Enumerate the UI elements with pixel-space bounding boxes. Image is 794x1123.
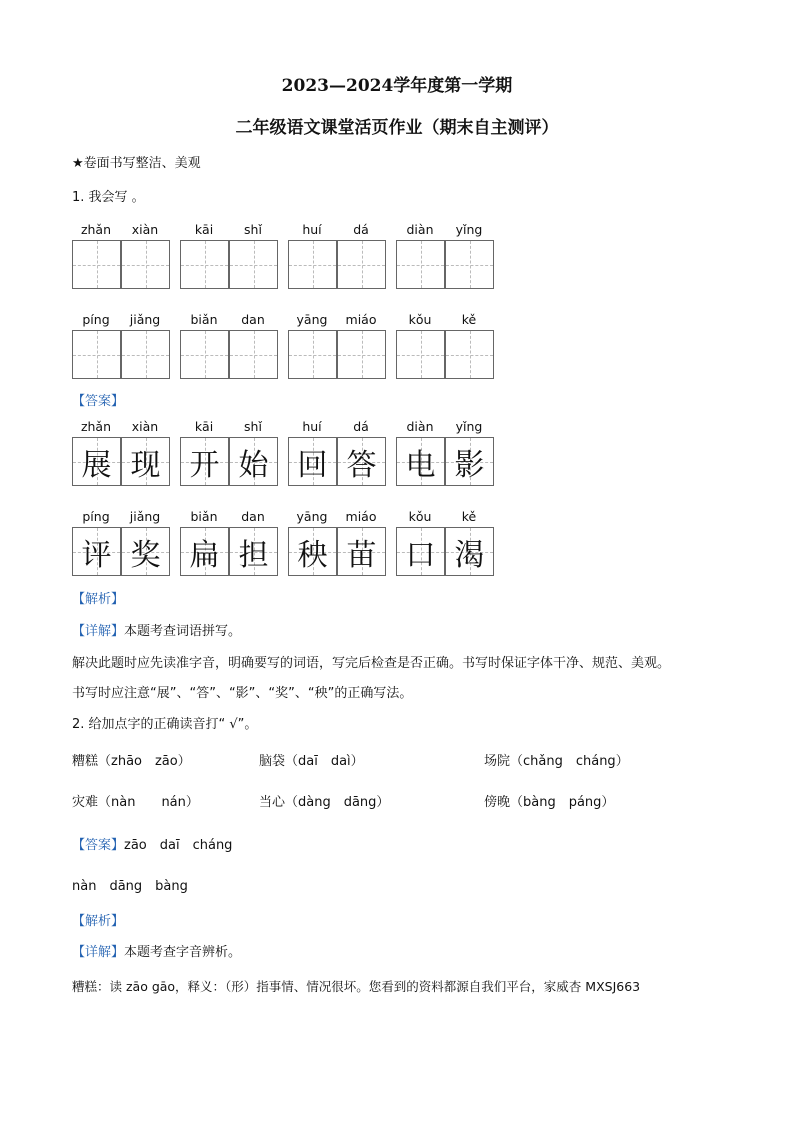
writing-box[interactable] — [229, 330, 278, 379]
q2-answer-line-2: nàn dāng bàng — [72, 879, 188, 894]
detail-1-paragraph-2: 书写时应注意“展”、“答”、“影”、“奖”、“秧”的正确写法。 — [72, 686, 413, 701]
writing-box[interactable] — [121, 330, 170, 379]
writing-box[interactable] — [121, 240, 170, 289]
writing-box[interactable] — [337, 330, 386, 379]
pinyin-label: miáo — [345, 509, 377, 524]
detail-2-paragraph-1: 糟糕：读 zāo gāo，释义：（形）指事情、情况很坏。您看到的资料都源自我们平台，家威杏 MXSJ663 — [72, 979, 641, 994]
analysis-label-1: 【解析】 — [72, 592, 125, 607]
answer-char-box — [72, 527, 121, 576]
answer-char-box — [229, 437, 278, 486]
answer-character: 回 — [297, 447, 328, 483]
answer-char-box — [337, 437, 386, 486]
answer-character: 答 — [346, 447, 377, 483]
pinyin-label: yǐng — [455, 222, 483, 237]
pinyin-label: miáo — [345, 312, 377, 327]
q2-item-2: 脑袋（daī daì） — [259, 754, 364, 769]
answer-char-box — [229, 527, 278, 576]
pinyin-label: biǎn — [190, 312, 218, 327]
q2-item-5: 当心（dàng dāng） — [259, 795, 390, 810]
pinyin-label: kǒu — [408, 509, 432, 524]
writing-box[interactable] — [396, 240, 445, 289]
answer-character: 开 — [189, 447, 220, 483]
answer-char-box — [445, 527, 494, 576]
pinyin-label: kě — [461, 509, 477, 524]
detail-2 — [72, 941, 241, 960]
writing-box[interactable] — [445, 330, 494, 379]
pinyin-label: kāi — [194, 222, 214, 237]
pinyin-label: píng — [82, 312, 110, 327]
pinyin-label: shǐ — [244, 222, 262, 237]
pinyin-label: yāng — [296, 509, 328, 524]
writing-box[interactable] — [72, 240, 121, 289]
answer-character: 电 — [405, 447, 436, 483]
writing-box[interactable] — [337, 240, 386, 289]
q2-item-6: 傍晚（bàng páng） — [484, 795, 615, 810]
writing-box[interactable] — [72, 330, 121, 379]
detail-2-label: 【详解】 — [72, 945, 125, 960]
detail-1-text: 本题考查词语拼写。 — [124, 624, 242, 639]
q2-item-4: 灾难（nàn nán） — [72, 795, 199, 810]
pinyin-label: shǐ — [244, 419, 262, 434]
answer-label-1: 【答案】 — [72, 394, 125, 409]
pinyin-label: dá — [353, 419, 369, 434]
q2-item-3: 场院（chǎng cháng） — [484, 754, 629, 769]
document-title: 2023—2024学年度第一学期 — [281, 76, 513, 96]
writing-box[interactable] — [396, 330, 445, 379]
pinyin-label: yǐng — [455, 419, 483, 434]
detail-1-paragraph-1: 解决此题时应先读准字音，明确要写的词语，写完后检查是否正确。书写时保证字体干净、规范、美观。 — [72, 656, 671, 671]
answer-character: 始 — [238, 447, 269, 483]
detail-1-label: 【详解】 — [72, 624, 125, 639]
neatness-note: ★卷面书写整洁、美观 — [72, 156, 201, 171]
writing-box[interactable] — [445, 240, 494, 289]
answer-char-box — [180, 527, 229, 576]
pinyin-label: xiàn — [131, 222, 159, 237]
pinyin-label: dan — [241, 312, 265, 327]
pinyin-label: diàn — [406, 419, 434, 434]
answer-char-box — [396, 527, 445, 576]
answer-char-box — [288, 527, 337, 576]
document-subtitle: 二年级语文课堂活页作业（期末自主测评） — [235, 118, 559, 138]
pinyin-label: zhǎn — [80, 222, 112, 237]
detail-1 — [72, 620, 241, 639]
answer-character: 评 — [81, 537, 112, 573]
question-2-title: 2. 给加点字的正确读音打“ √”。 — [72, 717, 258, 732]
answer-char-box — [180, 437, 229, 486]
answer-character: 秧 — [297, 537, 328, 573]
pinyin-label: kě — [461, 312, 477, 327]
answer-char-box — [121, 437, 170, 486]
answer-label-2: 【答案】 — [72, 838, 125, 853]
answer-char-box — [121, 527, 170, 576]
answer-char-box — [337, 527, 386, 576]
answer-character: 影 — [454, 447, 485, 483]
writing-box[interactable] — [180, 330, 229, 379]
answer-character: 现 — [130, 447, 161, 483]
question-1-title: 1. 我会写 。 — [72, 190, 145, 205]
pinyin-label: píng — [82, 509, 110, 524]
pinyin-label: kǒu — [408, 312, 432, 327]
answer-character: 口 — [405, 537, 436, 573]
answer-char-box — [396, 437, 445, 486]
pinyin-label: dan — [241, 509, 265, 524]
q2-answer-line-1 — [72, 834, 232, 853]
pinyin-label: huí — [302, 222, 322, 237]
pinyin-label: zhǎn — [80, 419, 112, 434]
pinyin-label: jiǎng — [129, 312, 161, 327]
answer-character: 扁 — [189, 537, 220, 573]
writing-box[interactable] — [288, 240, 337, 289]
pinyin-label: huí — [302, 419, 322, 434]
q2-answer-text-1: zāo daī cháng — [124, 838, 233, 853]
answer-character: 苗 — [346, 537, 377, 573]
detail-2-text: 本题考查字音辨析。 — [124, 945, 242, 960]
writing-box[interactable] — [288, 330, 337, 379]
pinyin-label: biǎn — [190, 509, 218, 524]
analysis-label-2: 【解析】 — [72, 914, 125, 929]
pinyin-label: kāi — [194, 419, 214, 434]
pinyin-label: diàn — [406, 222, 434, 237]
answer-character: 担 — [238, 537, 269, 573]
writing-box[interactable] — [180, 240, 229, 289]
writing-box[interactable] — [229, 240, 278, 289]
pinyin-label: xiàn — [131, 419, 159, 434]
pinyin-label: dá — [353, 222, 369, 237]
answer-character: 渴 — [454, 537, 485, 573]
answer-char-box — [288, 437, 337, 486]
pinyin-label: yāng — [296, 312, 328, 327]
answer-character: 奖 — [130, 537, 161, 573]
pinyin-label: jiǎng — [129, 509, 161, 524]
answer-character: 展 — [81, 447, 112, 483]
answer-char-box — [72, 437, 121, 486]
answer-char-box — [445, 437, 494, 486]
q2-item-1: 糟糕（zhāo zāo） — [72, 754, 191, 769]
